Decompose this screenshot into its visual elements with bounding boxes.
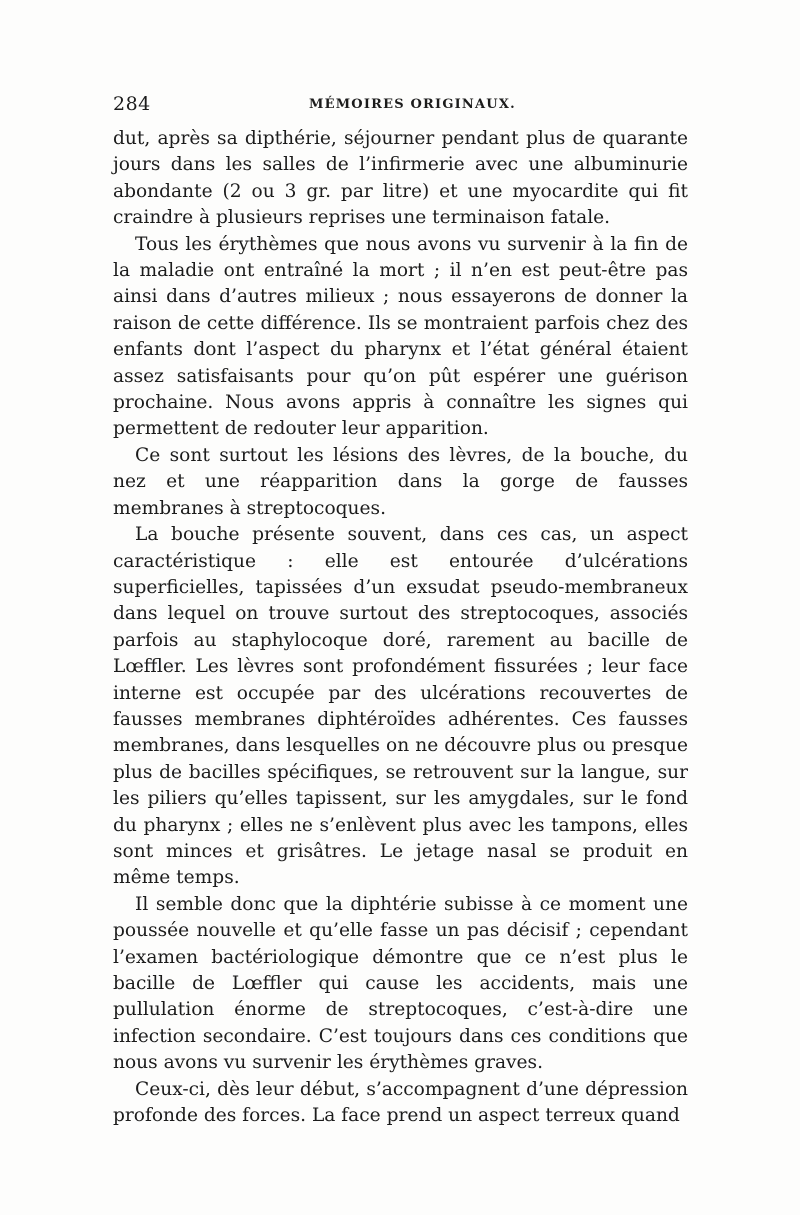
page-number: 284 — [113, 93, 151, 115]
paragraph: Il semble donc que la diphtérie subisse à ce moment une poussée nouvelle et qu’elle fasse un pas décisif ; cependant l’examen bactériologique démontre que ce n’est plus le bacille de Lœffler qui cause les accidents, mais une pullulation énorme de streptocoques, c’est-à-dire une infection secondaire. C’est toujours dans ces conditions que nous avons vu survenir les érythèmes graves. — [113, 893, 688, 1074]
paragraph: Ce sont surtout les lésions des lèvres, de la bouche, du nez et une réapparition dans la gorge de fausses membranes à streptocoques. — [113, 444, 688, 519]
running-head: MÉMOIRES ORIGINAUX. — [309, 97, 516, 112]
paragraph: Tous les érythèmes que nous avons vu survenir à la fin de la maladie ont entraîné la mort ; il n’en est peut-être pas ainsi dans d’autres milieux ; nous essayerons de donner la raison de cette différence. Ils se montraient parfois chez des enfants dont l’aspect du pharynx et l’état général étaient assez satisfaisants pour qu’on pût espérer une guérison prochaine. Nous avons appris à connaître les signes qui permettent de redouter leur apparition. — [113, 233, 688, 440]
paragraph-continued: dut, après sa dipthérie, séjourner pendant plus de quarante jours dans les salles de l’infirmerie avec une albuminurie abondante (2 ou 3 gr. par litre) et une myocardite qui fit craindre à plusieurs reprises une terminaison fatale. — [113, 128, 688, 229]
paragraph: Ceux-ci, dès leur début, s’accompagnent d’une dépression profonde des forces. La face prend un aspect terreux quand — [113, 1078, 688, 1127]
page-header — [113, 93, 688, 123]
paragraph: La bouche présente souvent, dans ces cas, un aspect caractéristique : elle est entourée d’ulcérations superficielles, tapissées d’un exsudat pseudo-membraneux dans lequel on trouve surtout des streptocoques, associés parfois au staphylocoque doré, rarement au bacille de Lœffler. Les lèvres sont profondément fissurées ; leur face interne est occupée par des ulcérations recouvertes de fausses membranes diphtéroïdes adhérentes. Ces fausses membranes, dans lesquelles on ne découvre plus ou presque plus de bacilles spécifiques, se retrouvent sur la langue, sur les piliers qu’elles tapissent, sur les amygdales, sur le fond du pharynx ; elles ne s’enlèvent plus avec les tampons, elles sont minces et grisâtres. Le jetage nasal se produit en même temps. — [113, 524, 688, 889]
body-text — [113, 126, 688, 1129]
